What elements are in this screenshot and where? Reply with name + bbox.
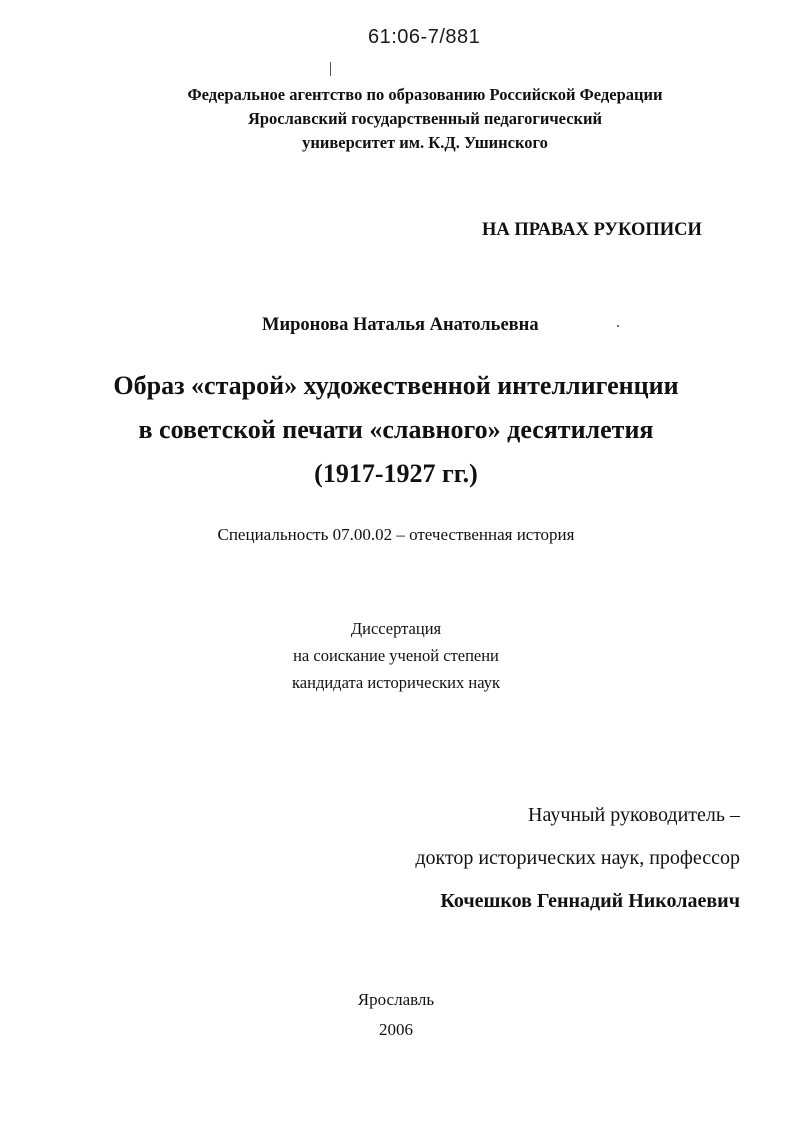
title-line-2: в советской печати «славного» десятилетия: [138, 415, 654, 444]
place-and-year: [0, 985, 792, 1045]
city-name: Ярославль: [357, 990, 435, 1009]
supervisor-degree: доктор исторических наук, профессор: [415, 847, 740, 869]
dissertation-title: [0, 364, 792, 496]
archive-stamp-code: 61:06-7/881: [368, 26, 481, 48]
stamp-mark: [330, 62, 331, 76]
year: 2006: [379, 1020, 413, 1039]
organization-line-university: Ярославский государственный педагогический: [247, 109, 603, 128]
degree-purpose: на соискание ученой степени: [293, 646, 499, 665]
supervisor-name: Кочешков Геннадий Николаевич: [440, 890, 740, 912]
manuscript-rights-label: НА ПРАВАХ РУКОПИСИ: [482, 220, 702, 240]
author-name: Миронова Наталья Анатольевна: [262, 315, 539, 335]
title-line-3: (1917-1927 гг.): [314, 459, 478, 488]
organization-line-agency: Федеральное агентство по образованию Российской Федерации: [187, 85, 663, 104]
dissertation-type-block: [0, 615, 792, 696]
supervisor-role: Научный руководитель –: [528, 804, 740, 826]
organization-line-university-name: университет им. К.Д. Ушинского: [302, 133, 548, 152]
supervisor-block: [415, 794, 740, 923]
title-line-1: Образ «старой» художественной интеллигенции: [113, 371, 679, 400]
specialty-line: Специальность 07.00.02 – отечественная история: [217, 525, 575, 544]
degree-name: кандидата исторических наук: [292, 673, 500, 692]
organization-header: [100, 83, 750, 155]
dissertation-label: Диссертация: [350, 619, 442, 638]
print-speck: [617, 325, 619, 327]
